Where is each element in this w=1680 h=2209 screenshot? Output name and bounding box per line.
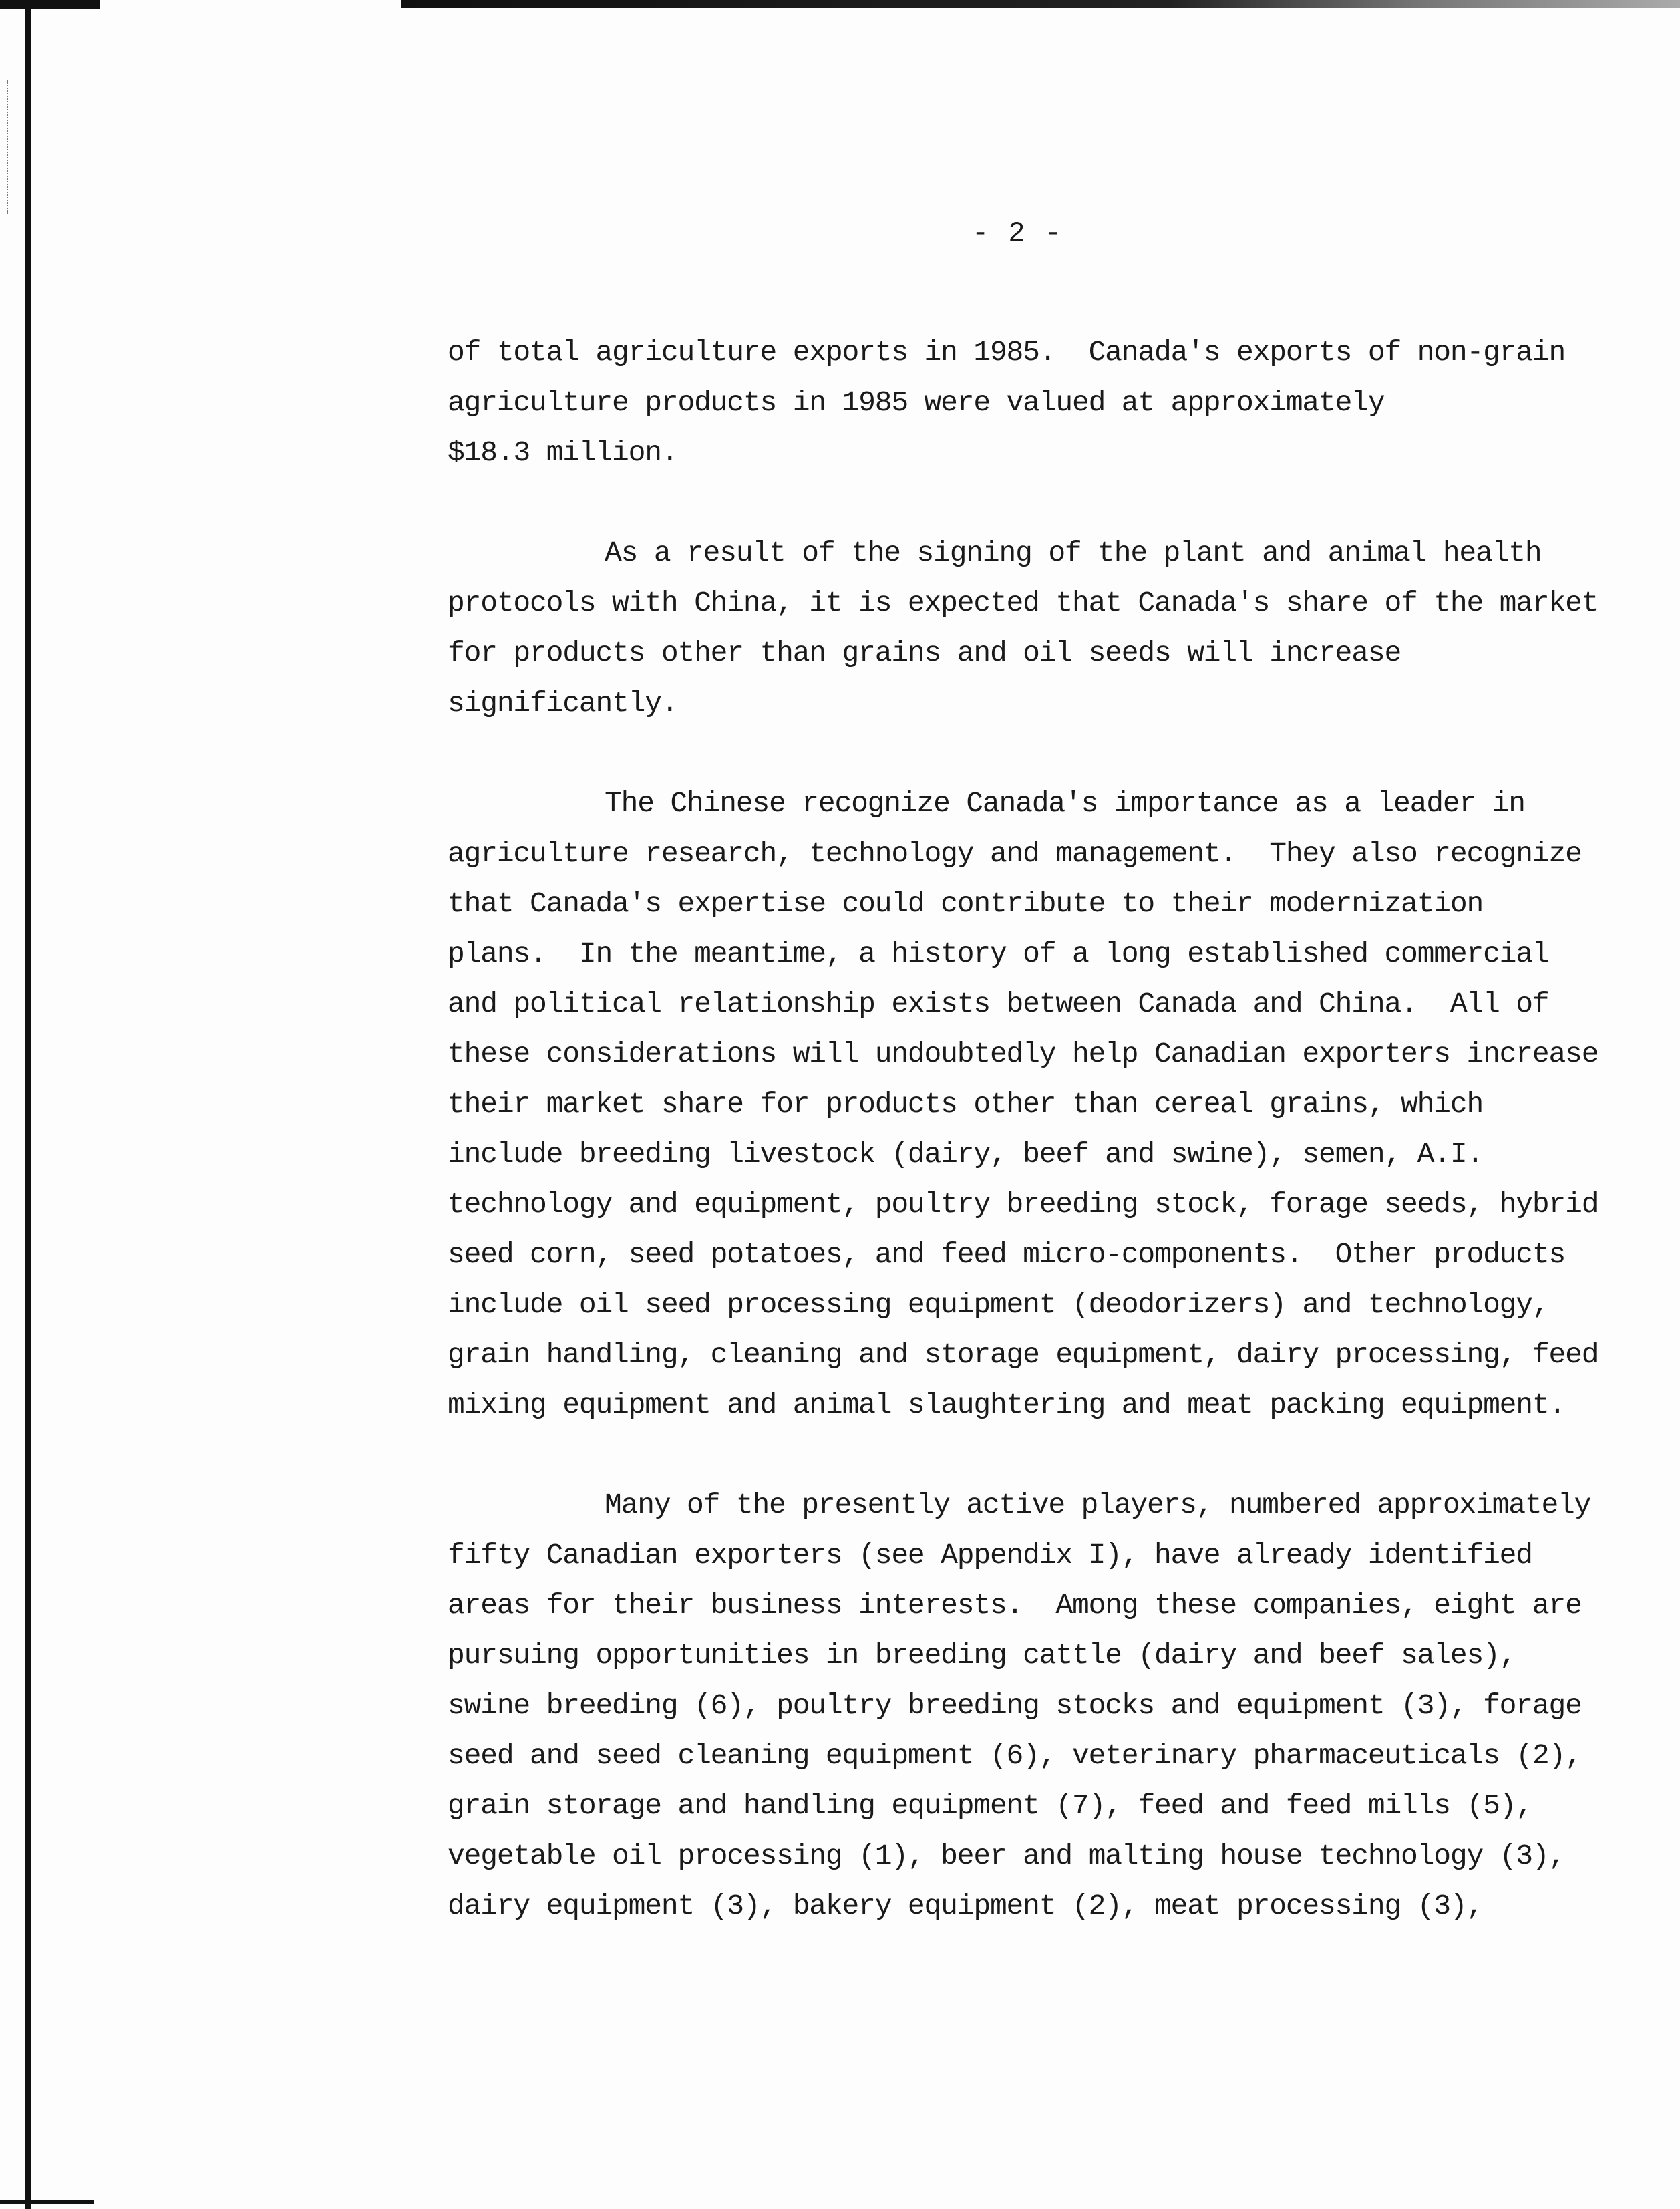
scan-artifact-top-left	[0, 0, 100, 9]
text-line: vegetable oil processing (1), beer and malting house technology (3),	[448, 1839, 1566, 1872]
text-line: fifty Canadian exporters (see Appendix I), have already identified	[448, 1539, 1532, 1572]
text-line: include breeding livestock (dairy, beef and swine), semen, A.I.	[448, 1138, 1484, 1171]
paragraph-2	[448, 528, 1650, 728]
text-line: technology and equipment, poultry breeding stock, forage seeds, hybrid	[448, 1188, 1599, 1221]
text-line: agriculture research, technology and management. They also recognize	[448, 837, 1582, 870]
text-line: mixing equipment and animal slaughtering and meat packing equipment.	[448, 1388, 1566, 1421]
text-line: seed and seed cleaning equipment (6), veterinary pharmaceuticals (2),	[448, 1739, 1582, 1772]
text-line: that Canada's expertise could contribute to their modernization	[448, 887, 1484, 920]
text-line: grain storage and handling equipment (7), feed and feed mills (5),	[448, 1789, 1532, 1822]
text-line: and political relationship exists between Canada and China. All of	[448, 988, 1549, 1020]
text-line: $18.3 million.	[448, 436, 678, 469]
page-number: - 2 -	[972, 217, 1063, 249]
text-line: areas for their business interests. Among these companies, eight are	[448, 1589, 1582, 1622]
text-line: pursuing opportunities in breeding cattle (dairy and beef sales),	[448, 1639, 1516, 1672]
scan-artifact-left-edge	[25, 0, 31, 2209]
text-line: dairy equipment (3), bakery equipment (2), meat processing (3),	[448, 1890, 1484, 1922]
text-line: grain handling, cleaning and storage equipment, dairy processing, feed	[448, 1338, 1599, 1371]
text-line: As a result of the signing of the plant and animal health	[605, 537, 1542, 569]
text-line: agriculture products in 1985 were valued at approximately	[448, 386, 1385, 419]
text-line: seed corn, seed potatoes, and feed micro-components. Other products	[448, 1238, 1566, 1271]
scan-artifact-bottom-left	[0, 2200, 94, 2204]
text-line: plans. In the meantime, a history of a long established commercial	[448, 937, 1549, 970]
text-line: include oil seed processing equipment (deodorizers) and technology,	[448, 1288, 1549, 1321]
text-line: these considerations will undoubtedly help Canadian exporters increase	[448, 1038, 1599, 1070]
scan-artifact-edge-marks	[7, 80, 19, 214]
paragraph-3	[448, 778, 1650, 1430]
text-line: of total agriculture exports in 1985. Canada's exports of non-grain	[448, 336, 1566, 369]
text-line: protocols with China, it is expected that Canada's share of the market	[448, 587, 1599, 619]
scan-artifact-top-bar	[401, 0, 1680, 8]
text-line: Many of the presently active players, numbered approximately	[605, 1489, 1591, 1521]
body-text	[448, 327, 1650, 1981]
text-line: significantly.	[448, 687, 678, 720]
text-line: for products other than grains and oil seeds will increase	[448, 637, 1401, 670]
paragraph-4	[448, 1480, 1650, 1931]
text-line: swine breeding (6), poultry breeding stocks and equipment (3), forage	[448, 1689, 1582, 1722]
text-line: their market share for products other than cereal grains, which	[448, 1088, 1484, 1121]
paragraph-1	[448, 327, 1650, 478]
text-line: The Chinese recognize Canada's importance as a leader in	[605, 787, 1525, 820]
